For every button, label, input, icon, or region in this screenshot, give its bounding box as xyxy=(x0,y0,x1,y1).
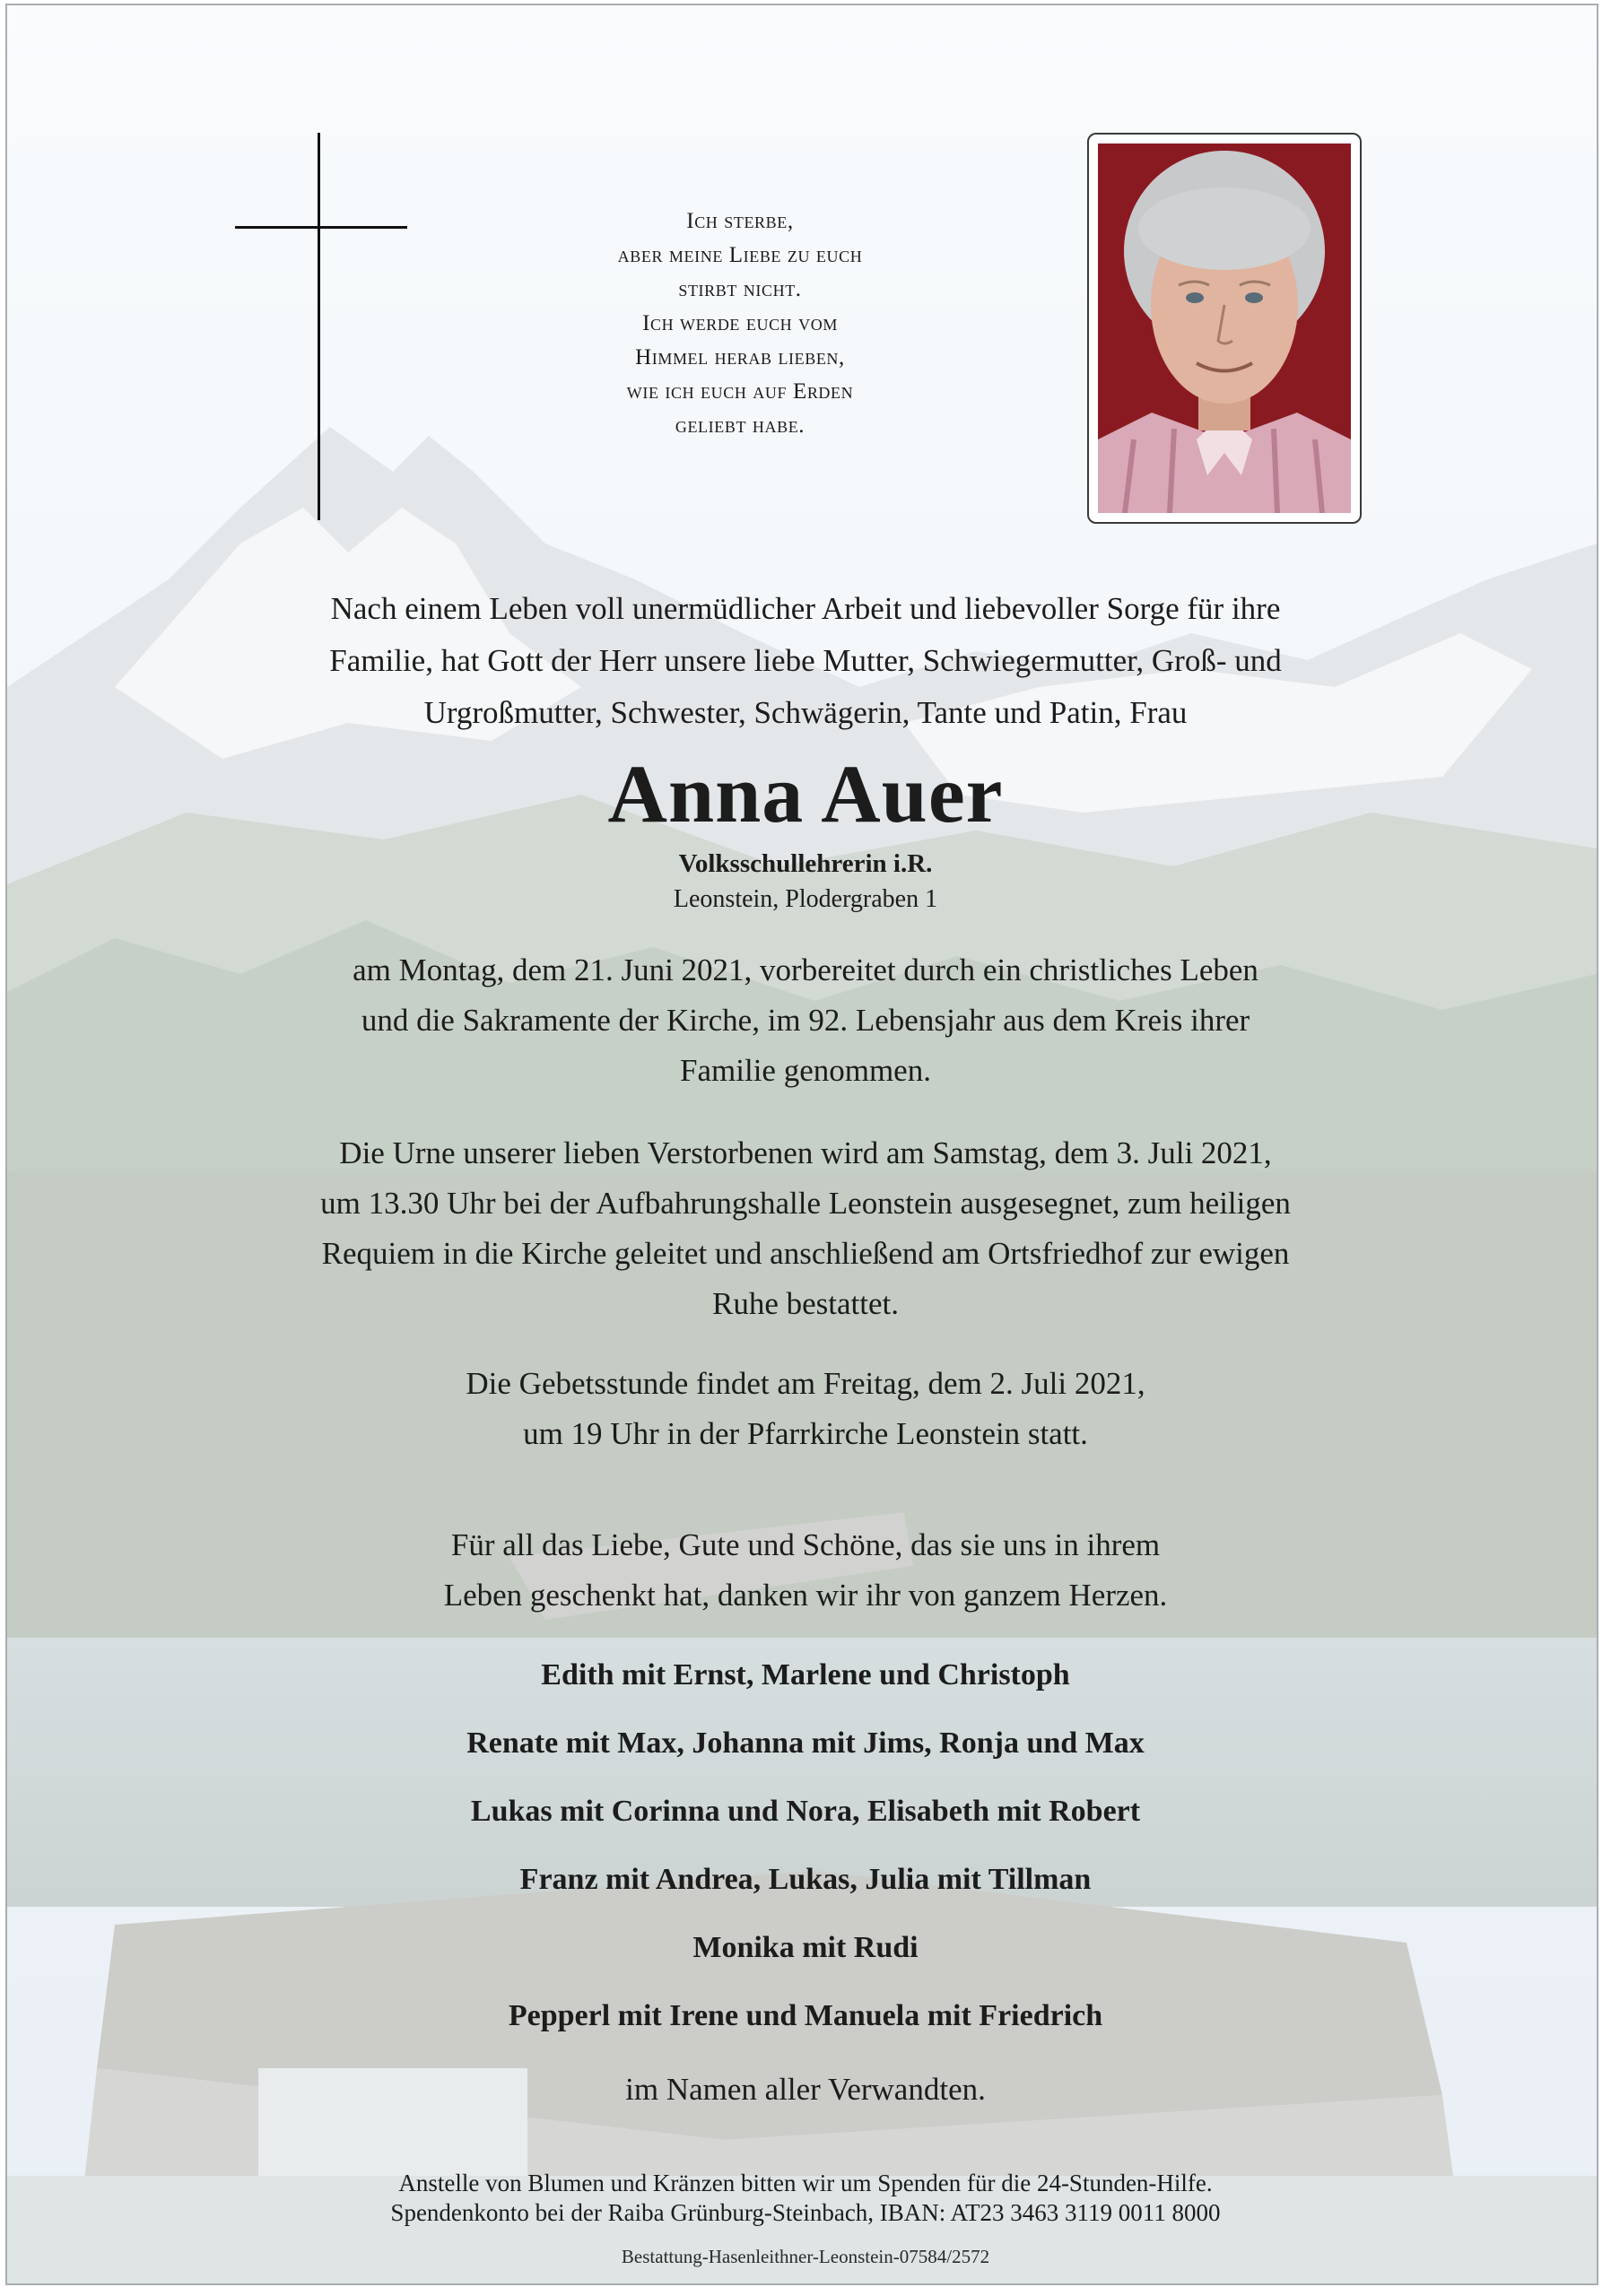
paragraph-line: am Montag, dem 21. Juni 2021, vorbereitet durch ein christliches Leben xyxy=(353,952,1258,987)
family-line: Monika mit Rudi xyxy=(692,1931,919,1964)
paragraph-line: Ruhe bestattet. xyxy=(711,1286,899,1321)
family-line: Renate mit Max, Johanna mit Jims, Ronja und Max xyxy=(466,1726,1145,1760)
motto-line: Ich sterbe, xyxy=(686,209,794,233)
deceased-address: Leonstein, Plodergraben 1 xyxy=(673,885,938,913)
family-line: Pepperl mit Irene und Manuela mit Friedrich xyxy=(508,1999,1103,2032)
donation-line: Spendenkonto bei der Raiba Grünburg-Steinbach, IBAN: AT23 3463 3119 0011 8000 xyxy=(390,2199,1221,2226)
funeral-paragraph xyxy=(224,1128,1387,1329)
intro-line: Nach einem Leben voll unermüdlicher Arbeit und liebevoller Sorge für ihre xyxy=(330,591,1281,626)
death-paragraph xyxy=(224,945,1387,1096)
paragraph-line: Für all das Liebe, Gute und Schöne, das sie uns in ihrem xyxy=(450,1527,1161,1562)
paragraph-line: Die Urne unserer lieben Verstorbenen wird am Samstag, dem 3. Juli 2021, xyxy=(339,1135,1272,1170)
thanks-paragraph xyxy=(224,1520,1387,1621)
motto-line: wie ich euch auf Erden xyxy=(626,379,854,404)
donation-line: Anstelle von Blumen und Kränzen bitten wir um Spenden für die 24-Stunden-Hilfe. xyxy=(398,2170,1213,2196)
family-line: Franz mit Andrea, Lukas, Julia mit Tillman xyxy=(519,1863,1092,1896)
portrait-frame xyxy=(1087,133,1362,524)
paragraph-line: Requiem in die Kirche geleitet und anschließend am Ortsfriedhof zur ewigen xyxy=(321,1236,1290,1271)
intro-line: Familie, hat Gott der Herr unsere liebe Mutter, Schwiegermutter, Groß- und xyxy=(329,643,1282,678)
deceased-name: Anna Auer xyxy=(607,748,1004,839)
cross-icon xyxy=(231,133,411,520)
motto-line: Ich werde euch vom xyxy=(642,311,838,335)
paragraph-line: Leben geschenkt hat, danken wir ihr von ganzem Herzen. xyxy=(443,1578,1168,1613)
prayer-paragraph xyxy=(224,1359,1387,1459)
motto-line: aber meine Liebe zu euch xyxy=(617,243,863,267)
intro-paragraph xyxy=(224,583,1387,739)
closing-line: im Namen aller Verwandten. xyxy=(625,2072,986,2107)
paragraph-line: und die Sakramente der Kirche, im 92. Lebensjahr aus dem Kreis ihrer xyxy=(361,1003,1250,1038)
donation-note xyxy=(224,2169,1387,2228)
motto-verse xyxy=(538,204,942,443)
paragraph-line: Familie genommen. xyxy=(680,1053,931,1088)
portrait-photo xyxy=(1098,144,1351,513)
family-line: Lukas mit Corinna und Nora, Elisabeth mit Robert xyxy=(470,1795,1141,1828)
motto-line: geliebt habe. xyxy=(675,413,806,438)
family-list xyxy=(224,1650,1387,2059)
paragraph-line: um 19 Uhr in der Pfarrkirche Leonstein statt. xyxy=(523,1416,1088,1451)
undertaker-contact: Bestattung-Hasenleithner-Leonstein-07584/2572 xyxy=(621,2246,990,2267)
motto-line: stirbt nicht. xyxy=(678,277,802,301)
motto-line: Himmel herab lieben, xyxy=(635,345,845,370)
paragraph-line: Die Gebetsstunde findet am Freitag, dem 2. Juli 2021, xyxy=(466,1366,1145,1401)
paragraph-line: um 13.30 Uhr bei der Aufbahrungshalle Leonstein ausgesegnet, zum heiligen xyxy=(320,1186,1291,1221)
deceased-occupation: Volksschullehrerin i.R. xyxy=(678,849,933,878)
family-line: Edith mit Ernst, Marlene und Christoph xyxy=(541,1658,1070,1692)
intro-line: Urgroßmutter, Schwester, Schwägerin, Tante und Patin, Frau xyxy=(423,695,1188,730)
